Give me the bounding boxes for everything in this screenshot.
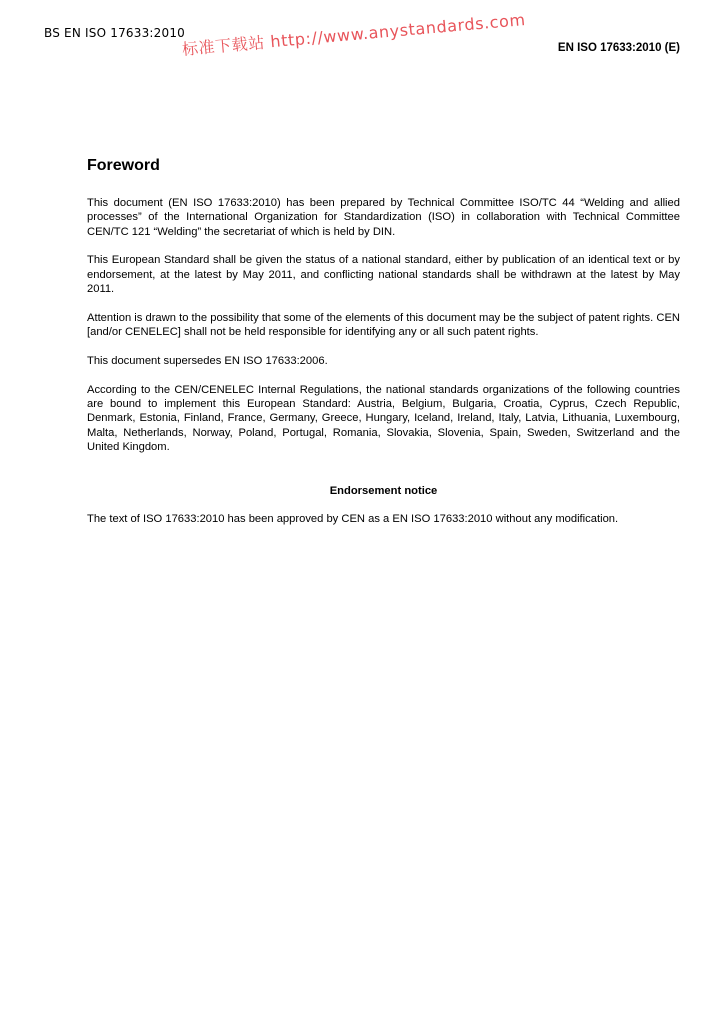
document-code-header: BS EN ISO 17633:2010 (44, 26, 185, 40)
foreword-paragraph-patent: Attention is drawn to the possibility that some of the elements of this document may be the subject of patent rights. CEN [and/or CENELEC] shall not be held responsible for identifying any or all such patent rights. (87, 311, 680, 339)
foreword-body (87, 196, 680, 541)
foreword-paragraph-committee: This document (EN ISO 17633:2010) has been prepared by Technical Committee ISO/TC 44 “Welding and allied processes” of the International Organization for Standardization (ISO) in collaboration with Technical Committee CEN/TC 121 “Welding” the secretariat of which is held by DIN. (87, 197, 680, 238)
standard-number-header: EN ISO 17633:2010 (E) (557, 42, 680, 54)
foreword-paragraph-countries: According to the CEN/CENELEC Internal Regulations, the national standards organizations of the following countries are bound to implement this European Standard: Austria, Belgium, Bulgaria, Croatia, Cyprus, Czech Republic, Denmark, Estonia, Finland, France, Germany, Greece, Hungary, Iceland, Ireland, Italy, Latvia, Lithuania, Luxembourg, Malta, Netherlands, Norway, Poland, Portugal, Romania, Slovakia, Slovenia, Spain, Sweden, Switzerland and the United Kingdom. (87, 383, 680, 453)
foreword-paragraph-status: This European Standard shall be given the status of a national standard, either by publication of an identical text or by endorsement, at the latest by May 2011, and conflicting national standards shall be withdrawn at the latest by May 2011. (87, 254, 680, 295)
watermark-text: 标准下载站 http://www.anystandards.com (181, 9, 527, 59)
endorsement-text: The text of ISO 17633:2010 has been approved by CEN as a EN ISO 17633:2010 without any modification. (87, 513, 619, 526)
page-title: Foreword (87, 157, 160, 174)
foreword-paragraph-supersedes: This document supersedes EN ISO 17633:2006. (87, 354, 328, 367)
endorsement-heading: Endorsement notice (329, 485, 438, 498)
